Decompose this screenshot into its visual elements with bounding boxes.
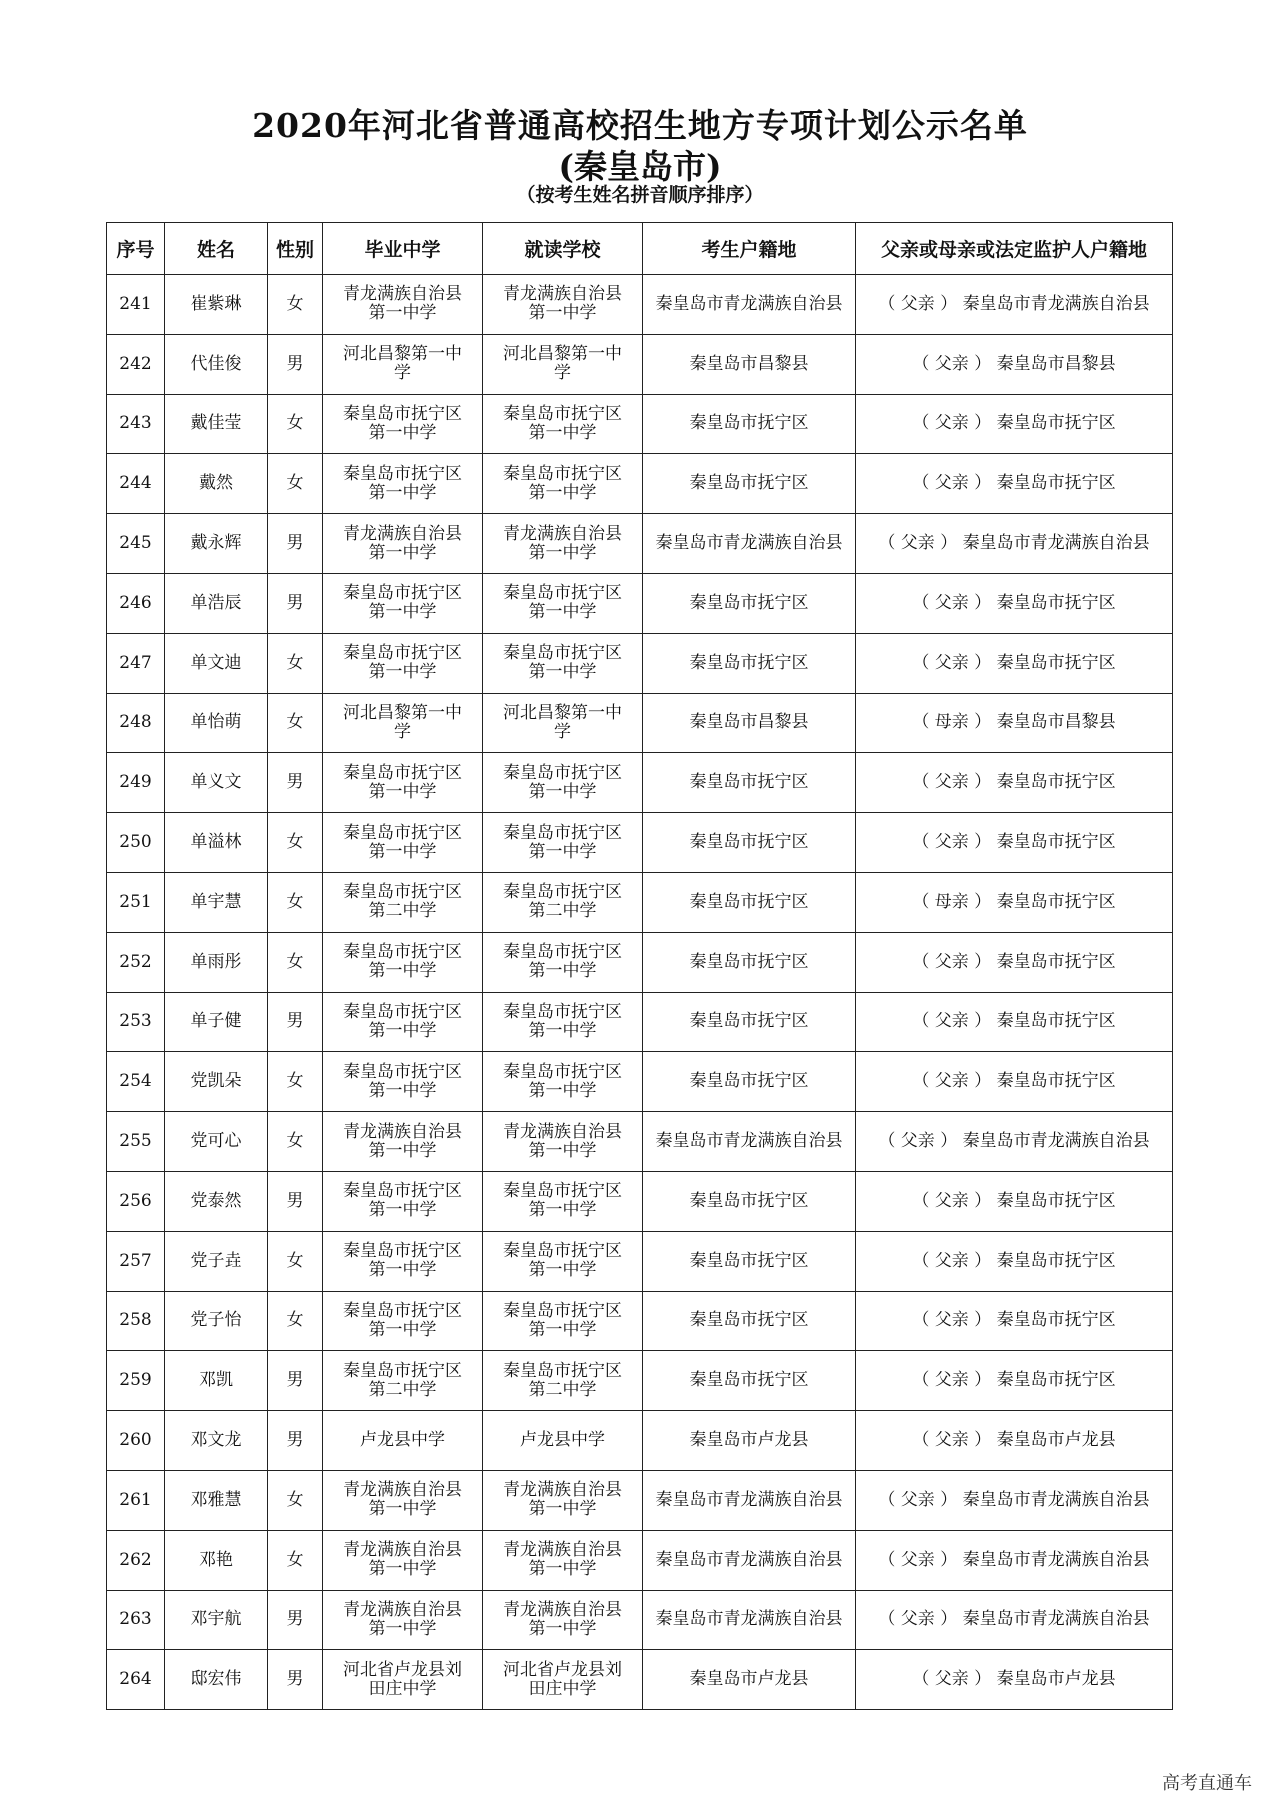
cell-gender: 女	[268, 1470, 323, 1530]
cell-gender: 女	[268, 872, 323, 932]
cell-student-residence: 秦皇岛市青龙满族自治县	[643, 1112, 856, 1172]
cell-gender: 女	[268, 394, 323, 454]
cell-graduation-school: 秦皇岛市抚宁区第一中学	[323, 992, 483, 1052]
cell-name: 代佳俊	[165, 334, 268, 394]
cell-seq: 255	[107, 1112, 165, 1172]
cell-graduation-school: 秦皇岛市抚宁区第一中学	[323, 1231, 483, 1291]
cell-seq: 256	[107, 1171, 165, 1231]
cell-guardian-residence: （ 父亲 ） 秦皇岛市抚宁区	[856, 992, 1173, 1052]
cell-seq: 258	[107, 1291, 165, 1351]
cell-guardian-residence: （ 父亲 ） 秦皇岛市抚宁区	[856, 1351, 1173, 1411]
cell-name: 单雨彤	[165, 932, 268, 992]
cell-seq: 262	[107, 1530, 165, 1590]
cell-current-school: 秦皇岛市抚宁区第一中学	[483, 1231, 643, 1291]
table-header-row	[107, 223, 1173, 275]
cell-student-residence: 秦皇岛市青龙满族自治县	[643, 1590, 856, 1650]
cell-guardian-residence: （ 父亲 ） 秦皇岛市抚宁区	[856, 1291, 1173, 1351]
cell-seq: 248	[107, 693, 165, 753]
header-gender: 性别	[268, 223, 323, 275]
cell-current-school: 青龙满族自治县第一中学	[483, 1470, 643, 1530]
cell-gender: 女	[268, 633, 323, 693]
cell-name: 单溢林	[165, 813, 268, 873]
cell-guardian-residence: （ 父亲 ） 秦皇岛市青龙满族自治县	[856, 1530, 1173, 1590]
cell-guardian-residence: （ 父亲 ） 秦皇岛市青龙满族自治县	[856, 1470, 1173, 1530]
cell-graduation-school: 河北省卢龙县刘田庄中学	[323, 1650, 483, 1710]
cell-name: 邓文龙	[165, 1411, 268, 1471]
cell-graduation-school: 秦皇岛市抚宁区第一中学	[323, 932, 483, 992]
cell-guardian-residence: （ 父亲 ） 秦皇岛市青龙满族自治县	[856, 275, 1173, 335]
table-row	[107, 633, 1173, 693]
table-row	[107, 872, 1173, 932]
cell-student-residence: 秦皇岛市抚宁区	[643, 394, 856, 454]
cell-seq: 261	[107, 1470, 165, 1530]
cell-student-residence: 秦皇岛市抚宁区	[643, 992, 856, 1052]
cell-guardian-residence: （ 父亲 ） 秦皇岛市卢龙县	[856, 1650, 1173, 1710]
table-row	[107, 573, 1173, 633]
cell-seq: 250	[107, 813, 165, 873]
cell-graduation-school: 卢龙县中学	[323, 1411, 483, 1471]
cell-current-school: 青龙满族自治县第一中学	[483, 514, 643, 574]
header-guardian-residence: 父亲或母亲或法定监护人户籍地	[856, 223, 1173, 275]
cell-current-school: 秦皇岛市抚宁区第一中学	[483, 454, 643, 514]
table-row	[107, 1470, 1173, 1530]
cell-graduation-school: 秦皇岛市抚宁区第一中学	[323, 1171, 483, 1231]
cell-graduation-school: 秦皇岛市抚宁区第一中学	[323, 573, 483, 633]
sort-note: （按考生姓名拼音顺序排序）	[516, 184, 764, 206]
cell-name: 邓雅慧	[165, 1470, 268, 1530]
cell-name: 戴永辉	[165, 514, 268, 574]
cell-current-school: 秦皇岛市抚宁区第一中学	[483, 394, 643, 454]
cell-student-residence: 秦皇岛市抚宁区	[643, 1052, 856, 1112]
cell-current-school: 卢龙县中学	[483, 1411, 643, 1471]
cell-student-residence: 秦皇岛市卢龙县	[643, 1650, 856, 1710]
table-row	[107, 753, 1173, 813]
table-row	[107, 932, 1173, 992]
cell-guardian-residence: （ 父亲 ） 秦皇岛市昌黎县	[856, 334, 1173, 394]
cell-current-school: 青龙满族自治县第一中学	[483, 275, 643, 335]
table-row	[107, 1291, 1173, 1351]
cell-seq: 242	[107, 334, 165, 394]
cell-student-residence: 秦皇岛市昌黎县	[643, 334, 856, 394]
cell-current-school: 秦皇岛市抚宁区第一中学	[483, 1171, 643, 1231]
cell-gender: 女	[268, 932, 323, 992]
cell-graduation-school: 青龙满族自治县第一中学	[323, 1530, 483, 1590]
cell-current-school: 秦皇岛市抚宁区第一中学	[483, 753, 643, 813]
cell-current-school: 秦皇岛市抚宁区第一中学	[483, 573, 643, 633]
cell-seq: 243	[107, 394, 165, 454]
cell-graduation-school: 青龙满族自治县第一中学	[323, 1112, 483, 1172]
cell-graduation-school: 河北昌黎第一中学	[323, 693, 483, 753]
cell-graduation-school: 秦皇岛市抚宁区第一中学	[323, 1291, 483, 1351]
cell-gender: 男	[268, 1171, 323, 1231]
cell-seq: 263	[107, 1590, 165, 1650]
cell-current-school: 秦皇岛市抚宁区第一中学	[483, 1052, 643, 1112]
cell-student-residence: 秦皇岛市抚宁区	[643, 573, 856, 633]
cell-student-residence: 秦皇岛市昌黎县	[643, 693, 856, 753]
cell-graduation-school: 青龙满族自治县第一中学	[323, 275, 483, 335]
document-subtitle: (秦皇岛市)	[558, 147, 722, 186]
cell-graduation-school: 秦皇岛市抚宁区第一中学	[323, 633, 483, 693]
cell-seq: 260	[107, 1411, 165, 1471]
cell-student-residence: 秦皇岛市青龙满族自治县	[643, 1470, 856, 1530]
cell-name: 单怡萌	[165, 693, 268, 753]
cell-seq: 254	[107, 1052, 165, 1112]
cell-seq: 264	[107, 1650, 165, 1710]
table-row	[107, 1112, 1173, 1172]
cell-gender: 女	[268, 1231, 323, 1291]
cell-student-residence: 秦皇岛市抚宁区	[643, 454, 856, 514]
cell-gender: 男	[268, 1650, 323, 1710]
cell-guardian-residence: （ 父亲 ） 秦皇岛市青龙满族自治县	[856, 1590, 1173, 1650]
cell-student-residence: 秦皇岛市抚宁区	[643, 753, 856, 813]
cell-seq: 251	[107, 872, 165, 932]
cell-graduation-school: 秦皇岛市抚宁区第一中学	[323, 454, 483, 514]
table-row	[107, 514, 1173, 574]
cell-current-school: 河北省卢龙县刘田庄中学	[483, 1650, 643, 1710]
cell-graduation-school: 秦皇岛市抚宁区第二中学	[323, 872, 483, 932]
cell-seq: 252	[107, 932, 165, 992]
cell-current-school: 秦皇岛市抚宁区第一中学	[483, 932, 643, 992]
cell-student-residence: 秦皇岛市抚宁区	[643, 932, 856, 992]
cell-name: 党子垚	[165, 1231, 268, 1291]
cell-current-school: 秦皇岛市抚宁区第一中学	[483, 1291, 643, 1351]
cell-student-residence: 秦皇岛市青龙满族自治县	[643, 1530, 856, 1590]
cell-gender: 男	[268, 334, 323, 394]
cell-name: 单义文	[165, 753, 268, 813]
cell-gender: 女	[268, 1291, 323, 1351]
cell-name: 邓艳	[165, 1530, 268, 1590]
cell-student-residence: 秦皇岛市抚宁区	[643, 872, 856, 932]
cell-gender: 男	[268, 573, 323, 633]
cell-name: 邓凯	[165, 1351, 268, 1411]
cell-gender: 女	[268, 1052, 323, 1112]
cell-current-school: 河北昌黎第一中学	[483, 693, 643, 753]
cell-gender: 男	[268, 1351, 323, 1411]
cell-guardian-residence: （ 父亲 ） 秦皇岛市抚宁区	[856, 813, 1173, 873]
header-current-school: 就读学校	[483, 223, 643, 275]
cell-graduation-school: 河北昌黎第一中学	[323, 334, 483, 394]
cell-student-residence: 秦皇岛市卢龙县	[643, 1411, 856, 1471]
cell-guardian-residence: （ 父亲 ） 秦皇岛市抚宁区	[856, 394, 1173, 454]
cell-guardian-residence: （ 父亲 ） 秦皇岛市青龙满族自治县	[856, 514, 1173, 574]
table-row	[107, 1351, 1173, 1411]
table-row	[107, 693, 1173, 753]
cell-name: 单宇慧	[165, 872, 268, 932]
cell-name: 戴然	[165, 454, 268, 514]
cell-gender: 男	[268, 514, 323, 574]
cell-gender: 女	[268, 1530, 323, 1590]
cell-gender: 女	[268, 454, 323, 514]
table-row	[107, 454, 1173, 514]
cell-seq: 257	[107, 1231, 165, 1291]
cell-gender: 男	[268, 992, 323, 1052]
cell-name: 单文迪	[165, 633, 268, 693]
table-row	[107, 334, 1173, 394]
cell-name: 党可心	[165, 1112, 268, 1172]
cell-seq: 247	[107, 633, 165, 693]
cell-seq: 246	[107, 573, 165, 633]
cell-current-school: 秦皇岛市抚宁区第一中学	[483, 813, 643, 873]
cell-guardian-residence: （ 父亲 ） 秦皇岛市抚宁区	[856, 1171, 1173, 1231]
watermark-text: 高考直通车	[1162, 1773, 1252, 1794]
cell-current-school: 秦皇岛市抚宁区第一中学	[483, 992, 643, 1052]
cell-seq: 241	[107, 275, 165, 335]
cell-graduation-school: 青龙满族自治县第一中学	[323, 514, 483, 574]
cell-guardian-residence: （ 父亲 ） 秦皇岛市抚宁区	[856, 573, 1173, 633]
header-graduation-school: 毕业中学	[323, 223, 483, 275]
cell-graduation-school: 秦皇岛市抚宁区第一中学	[323, 394, 483, 454]
cell-guardian-residence: （ 父亲 ） 秦皇岛市抚宁区	[856, 454, 1173, 514]
cell-name: 戴佳莹	[165, 394, 268, 454]
table-row	[107, 1650, 1173, 1710]
table-row	[107, 1052, 1173, 1112]
cell-student-residence: 秦皇岛市抚宁区	[643, 813, 856, 873]
cell-student-residence: 秦皇岛市抚宁区	[643, 1291, 856, 1351]
table-row	[107, 1231, 1173, 1291]
cell-guardian-residence: （ 父亲 ） 秦皇岛市青龙满族自治县	[856, 1112, 1173, 1172]
cell-graduation-school: 青龙满族自治县第一中学	[323, 1590, 483, 1650]
table-row	[107, 1530, 1173, 1590]
cell-student-residence: 秦皇岛市抚宁区	[643, 1351, 856, 1411]
cell-name: 单浩辰	[165, 573, 268, 633]
cell-current-school: 青龙满族自治县第一中学	[483, 1590, 643, 1650]
cell-student-residence: 秦皇岛市青龙满族自治县	[643, 514, 856, 574]
header-seq: 序号	[107, 223, 165, 275]
table-row	[107, 992, 1173, 1052]
cell-name: 党泰然	[165, 1171, 268, 1231]
cell-name: 邓宇航	[165, 1590, 268, 1650]
cell-name: 邸宏伟	[165, 1650, 268, 1710]
table-row	[107, 275, 1173, 335]
cell-name: 党子怡	[165, 1291, 268, 1351]
cell-gender: 男	[268, 1411, 323, 1471]
cell-graduation-school: 秦皇岛市抚宁区第一中学	[323, 1052, 483, 1112]
table-row	[107, 1590, 1173, 1650]
cell-gender: 男	[268, 753, 323, 813]
cell-graduation-school: 青龙满族自治县第一中学	[323, 1470, 483, 1530]
table-row	[107, 1411, 1173, 1471]
cell-seq: 249	[107, 753, 165, 813]
table-row	[107, 1171, 1173, 1231]
cell-guardian-residence: （ 母亲 ） 秦皇岛市昌黎县	[856, 693, 1173, 753]
cell-graduation-school: 秦皇岛市抚宁区第一中学	[323, 753, 483, 813]
cell-guardian-residence: （ 父亲 ） 秦皇岛市抚宁区	[856, 1231, 1173, 1291]
table-row	[107, 394, 1173, 454]
cell-gender: 男	[268, 1590, 323, 1650]
cell-guardian-residence: （ 父亲 ） 秦皇岛市卢龙县	[856, 1411, 1173, 1471]
cell-guardian-residence: （ 父亲 ） 秦皇岛市抚宁区	[856, 1052, 1173, 1112]
cell-seq: 253	[107, 992, 165, 1052]
cell-guardian-residence: （ 父亲 ） 秦皇岛市抚宁区	[856, 932, 1173, 992]
header-student-residence: 考生户籍地	[643, 223, 856, 275]
cell-current-school: 秦皇岛市抚宁区第二中学	[483, 1351, 643, 1411]
cell-student-residence: 秦皇岛市青龙满族自治县	[643, 275, 856, 335]
student-list-table	[106, 222, 1173, 1710]
cell-gender: 女	[268, 693, 323, 753]
cell-current-school: 秦皇岛市抚宁区第二中学	[483, 872, 643, 932]
cell-current-school: 青龙满族自治县第一中学	[483, 1530, 643, 1590]
header-name: 姓名	[165, 223, 268, 275]
cell-graduation-school: 秦皇岛市抚宁区第一中学	[323, 813, 483, 873]
cell-current-school: 青龙满族自治县第一中学	[483, 1112, 643, 1172]
cell-guardian-residence: （ 父亲 ） 秦皇岛市抚宁区	[856, 753, 1173, 813]
cell-guardian-residence: （ 母亲 ） 秦皇岛市抚宁区	[856, 872, 1173, 932]
cell-gender: 女	[268, 275, 323, 335]
table-row	[107, 813, 1173, 873]
cell-current-school: 秦皇岛市抚宁区第一中学	[483, 633, 643, 693]
cell-name: 单子健	[165, 992, 268, 1052]
cell-current-school: 河北昌黎第一中学	[483, 334, 643, 394]
cell-student-residence: 秦皇岛市抚宁区	[643, 633, 856, 693]
cell-seq: 244	[107, 454, 165, 514]
cell-name: 党凯朵	[165, 1052, 268, 1112]
cell-gender: 女	[268, 813, 323, 873]
cell-graduation-school: 秦皇岛市抚宁区第二中学	[323, 1351, 483, 1411]
cell-guardian-residence: （ 父亲 ） 秦皇岛市抚宁区	[856, 633, 1173, 693]
cell-name: 崔紫琳	[165, 275, 268, 335]
cell-student-residence: 秦皇岛市抚宁区	[643, 1171, 856, 1231]
cell-seq: 245	[107, 514, 165, 574]
cell-seq: 259	[107, 1351, 165, 1411]
cell-gender: 女	[268, 1112, 323, 1172]
cell-student-residence: 秦皇岛市抚宁区	[643, 1231, 856, 1291]
document-title: 2020年河北省普通高校招生地方专项计划公示名单	[252, 106, 1028, 145]
